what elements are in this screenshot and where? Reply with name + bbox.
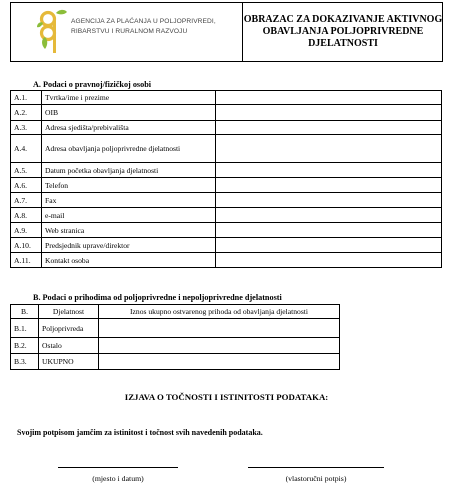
row-code: B.1. bbox=[11, 319, 39, 338]
row-code: B.2. bbox=[11, 338, 39, 354]
row-label: Tvrtka/ime i prezime bbox=[42, 91, 216, 105]
field-company-name[interactable] bbox=[216, 91, 442, 105]
table-row bbox=[11, 354, 340, 370]
row-label: Datum početka obavljanja djelatnosti bbox=[42, 163, 216, 178]
section-a-title: A. Podaci o pravnoj/fizičkoj osobi bbox=[33, 80, 152, 89]
field-website[interactable] bbox=[216, 223, 442, 238]
table-row bbox=[11, 238, 442, 253]
row-label: Ostalo bbox=[39, 338, 99, 354]
section-b-table bbox=[10, 304, 340, 370]
table-row bbox=[11, 208, 442, 223]
row-code: A.9. bbox=[11, 223, 42, 238]
signature-line[interactable] bbox=[248, 467, 384, 468]
row-code: A.5. bbox=[11, 163, 42, 178]
row-label: Predsjednik uprave/direktor bbox=[42, 238, 216, 253]
declaration-heading: IZJAVA O TOČNOSTI I ISTINITOSTI PODATAKA: bbox=[124, 392, 329, 402]
field-oib[interactable] bbox=[216, 105, 442, 121]
row-label: UKUPNO bbox=[39, 354, 99, 370]
field-income-total[interactable] bbox=[99, 354, 340, 370]
field-income-other[interactable] bbox=[99, 338, 340, 354]
header-activity: Djelatnost bbox=[39, 305, 99, 319]
row-label: Adresa sjedišta/prebivališta bbox=[42, 121, 216, 135]
field-phone[interactable] bbox=[216, 178, 442, 193]
section-b-title: B. Podaci o prihodima od poljoprivredne i nepoljoprivredne djelatnosti bbox=[33, 293, 282, 302]
row-code: A.6. bbox=[11, 178, 42, 193]
table-row bbox=[11, 163, 442, 178]
form-title-line: OBAVLJANJA POLJOPRIVREDNE bbox=[262, 26, 424, 37]
form-title bbox=[243, 3, 443, 61]
table-row bbox=[11, 319, 340, 338]
row-label: Kontakt osoba bbox=[42, 253, 216, 268]
field-email[interactable] bbox=[216, 208, 442, 223]
form-header bbox=[10, 2, 443, 62]
signature-label: (vlastoručni potpis) bbox=[285, 474, 347, 483]
row-code: A.10. bbox=[11, 238, 42, 253]
row-code: B.3. bbox=[11, 354, 39, 370]
row-label: Poljoprivreda bbox=[39, 319, 99, 338]
row-code: A.7. bbox=[11, 193, 42, 208]
place-date-line[interactable] bbox=[58, 467, 178, 468]
section-a-table bbox=[10, 90, 442, 268]
table-row bbox=[11, 253, 442, 268]
table-header-row bbox=[11, 305, 340, 319]
agency-name bbox=[71, 17, 216, 37]
table-row bbox=[11, 135, 442, 163]
table-row bbox=[11, 121, 442, 135]
field-activity-address[interactable] bbox=[216, 135, 442, 163]
row-label: OIB bbox=[42, 105, 216, 121]
form-title-line: OBRAZAC ZA DOKAZIVANJE AKTIVNOG bbox=[243, 14, 443, 25]
row-code: A.3. bbox=[11, 121, 42, 135]
row-label: Adresa obavljanja poljoprivredne djelatnosti bbox=[42, 135, 216, 163]
row-label: e-mail bbox=[42, 208, 216, 223]
table-row bbox=[11, 178, 442, 193]
row-label: Web stranica bbox=[42, 223, 216, 238]
row-code: A.11. bbox=[11, 253, 42, 268]
row-label: Telefon bbox=[42, 178, 216, 193]
agency-logo-icon bbox=[35, 5, 71, 59]
field-fax[interactable] bbox=[216, 193, 442, 208]
agency-name-line: AGENCIJA ZA PLAĆANJA U POLJOPRIVREDI, bbox=[71, 18, 216, 25]
row-code: A.4. bbox=[11, 135, 42, 163]
header-code: B. bbox=[11, 305, 39, 319]
form-title-line: DJELATNOSTI bbox=[308, 38, 378, 49]
agency-name-line: RIBARSTVU I RURALNOM RAZVOJU bbox=[71, 28, 188, 35]
header-amount: Iznos ukupno ostvarenog prihoda od obavljanja djelatnosti bbox=[99, 305, 340, 319]
field-director[interactable] bbox=[216, 238, 442, 253]
table-row bbox=[11, 91, 442, 105]
field-contact-person[interactable] bbox=[216, 253, 442, 268]
row-label: Fax bbox=[42, 193, 216, 208]
declaration-statement: Svojim potpisom jamčim za istinitost i točnost svih navedenih podataka. bbox=[17, 428, 263, 437]
table-row bbox=[11, 193, 442, 208]
row-code: A.8. bbox=[11, 208, 42, 223]
table-row bbox=[11, 105, 442, 121]
table-row bbox=[11, 223, 442, 238]
place-date-label: (mjesto i datum) bbox=[92, 474, 144, 483]
field-income-agriculture[interactable] bbox=[99, 319, 340, 338]
field-address[interactable] bbox=[216, 121, 442, 135]
table-row bbox=[11, 338, 340, 354]
row-code: A.2. bbox=[11, 105, 42, 121]
field-start-date[interactable] bbox=[216, 163, 442, 178]
row-code: A.1. bbox=[11, 91, 42, 105]
